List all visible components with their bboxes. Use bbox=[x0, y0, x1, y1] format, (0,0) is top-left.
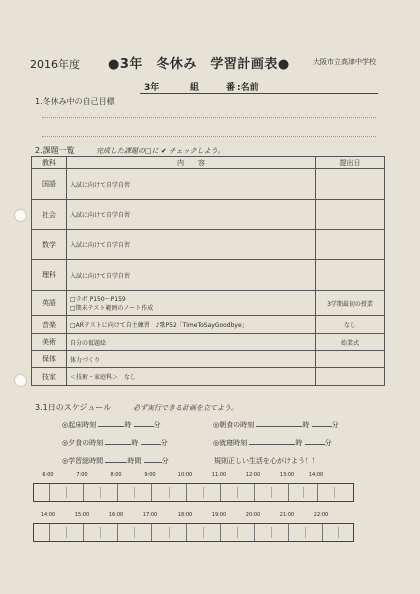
subject-cell: 音楽 bbox=[32, 316, 67, 334]
wakeup-label: ◎起床時刻 bbox=[62, 421, 97, 429]
assignment-table bbox=[31, 156, 385, 386]
table-row bbox=[32, 200, 385, 230]
student-info-line bbox=[140, 80, 378, 94]
hour-label: 11:00 bbox=[211, 472, 227, 478]
number-label[interactable]: 番 bbox=[226, 83, 236, 93]
due-cell bbox=[316, 368, 385, 386]
class-label[interactable]: 組 bbox=[190, 83, 200, 93]
motto-text: 規則正しい生活を心がけよう！！ bbox=[214, 457, 319, 465]
content-cell[interactable]: 自分の仮題絵 bbox=[67, 334, 316, 351]
goal-line-2[interactable] bbox=[42, 136, 376, 137]
subject-cell: 美術 bbox=[32, 334, 67, 351]
hour-label: 8:00 bbox=[110, 472, 122, 478]
subject-cell: 英語 bbox=[32, 291, 67, 316]
content-cell[interactable]: 入試に向けて自学自習 bbox=[67, 169, 316, 200]
col-due-header: 提出日 bbox=[316, 157, 385, 169]
hour-label: 16:00 bbox=[108, 512, 124, 518]
page-title: ●3年 冬休み 学習計画表● bbox=[108, 57, 290, 72]
content-line-1[interactable]: □ラボ P150〜P159 bbox=[70, 296, 126, 303]
hour-label: 6:00 bbox=[42, 472, 54, 478]
due-cell: 始業式 bbox=[316, 334, 385, 351]
hour-label: 19:00 bbox=[211, 512, 227, 518]
hour-label: 7:00 bbox=[76, 472, 88, 478]
due-cell: 3学期最初の授業 bbox=[316, 291, 385, 316]
hour-label: 14:00 bbox=[308, 472, 324, 478]
table-row bbox=[32, 291, 385, 316]
table-row bbox=[32, 230, 385, 260]
subject-cell: 国語 bbox=[32, 169, 67, 200]
content-cell[interactable]: 入試に向けて自学自習 bbox=[67, 200, 316, 230]
table-row bbox=[32, 169, 385, 200]
due-cell bbox=[316, 169, 385, 200]
content-cell[interactable]: 入試に向けて自学自習 bbox=[67, 230, 316, 260]
due-cell bbox=[316, 200, 385, 230]
due-cell bbox=[316, 230, 385, 260]
section1-title: 1.冬休み中の自己目標 bbox=[35, 97, 115, 106]
col-content-header: 内 容 bbox=[67, 157, 316, 169]
content-cell[interactable]: 入試に向けて自学自習 bbox=[67, 260, 316, 291]
due-cell bbox=[316, 351, 385, 368]
section2-note: 完成した課題の□に ✔ チェックしよう。 bbox=[96, 147, 225, 155]
school-year: 2016年度 bbox=[30, 58, 80, 71]
hour-label: 13:00 bbox=[279, 472, 295, 478]
table-row bbox=[32, 351, 385, 368]
breakfast-time-field[interactable]: ◎朝食の時刻 時 分 bbox=[213, 421, 339, 429]
hour-label: 15:00 bbox=[74, 512, 90, 518]
study-total-field[interactable]: ◎学習総時間 時間 分 bbox=[62, 457, 169, 465]
hour-label: 21:00 bbox=[279, 512, 295, 518]
subject-cell: 社会 bbox=[32, 200, 67, 230]
hour-label: 22:00 bbox=[313, 512, 329, 518]
content-cell[interactable] bbox=[67, 291, 316, 316]
dinner-time-field[interactable]: ◎夕食の時刻 時 分 bbox=[62, 439, 168, 447]
dinner-label: ◎夕食の時刻 bbox=[62, 439, 104, 447]
goal-line-1[interactable] bbox=[42, 117, 376, 118]
hour-label: 20:00 bbox=[245, 512, 261, 518]
subject-cell: 保体 bbox=[32, 351, 67, 368]
due-cell: なし bbox=[316, 316, 385, 334]
wakeup-time-field[interactable]: ◎起床時刻 時 分 bbox=[62, 421, 161, 429]
bedtime-field[interactable]: ◎就寝時刻 時 分 bbox=[213, 439, 332, 447]
section3-title: 3.1日のスケジュール bbox=[35, 403, 112, 412]
subject-cell: 数学 bbox=[32, 230, 67, 260]
binder-hole-top bbox=[14, 209, 27, 222]
col-subject-header: 教科 bbox=[32, 157, 67, 169]
timeline-evening[interactable] bbox=[33, 523, 354, 542]
content-cell[interactable]: ＜技術・家庭科＞ なし bbox=[67, 368, 316, 386]
binder-hole-bottom bbox=[14, 374, 27, 387]
subject-cell: 技家 bbox=[32, 368, 67, 386]
bedtime-label: ◎就寝時刻 bbox=[213, 439, 248, 447]
grade-label: 3年 bbox=[144, 83, 160, 93]
content-cell[interactable]: □ARテストに向けて自主練習 ♪歌P52「TimeToSayGoodbye」 bbox=[67, 316, 316, 334]
table-row bbox=[32, 316, 385, 334]
hour-label: 18:00 bbox=[177, 512, 193, 518]
due-cell bbox=[316, 260, 385, 291]
content-cell[interactable]: 体力づくり bbox=[67, 351, 316, 368]
table-row bbox=[32, 334, 385, 351]
table-row bbox=[32, 260, 385, 291]
hour-label: 14:00 bbox=[40, 512, 56, 518]
school-name: 大阪市立高津中学校 bbox=[313, 58, 376, 66]
hour-label: 12:00 bbox=[245, 472, 261, 478]
hour-label: 17:00 bbox=[142, 512, 158, 518]
breakfast-label: ◎朝食の時刻 bbox=[213, 421, 255, 429]
table-header-row bbox=[32, 157, 385, 169]
table-row bbox=[32, 368, 385, 386]
name-label[interactable]: :名前 bbox=[237, 83, 259, 93]
subject-cell: 理科 bbox=[32, 260, 67, 291]
study-total-label: ◎学習総時間 bbox=[62, 457, 104, 465]
content-line-2[interactable]: □期末テスト範囲のノート作成 bbox=[70, 305, 154, 312]
section2-title: 2.課題一覧 bbox=[35, 146, 75, 155]
section3-note: 必ず実行できる計画を立てよう。 bbox=[133, 404, 238, 412]
timeline-morning[interactable] bbox=[33, 483, 354, 502]
hour-label: 10:00 bbox=[177, 472, 193, 478]
hour-label: 9:00 bbox=[144, 472, 156, 478]
